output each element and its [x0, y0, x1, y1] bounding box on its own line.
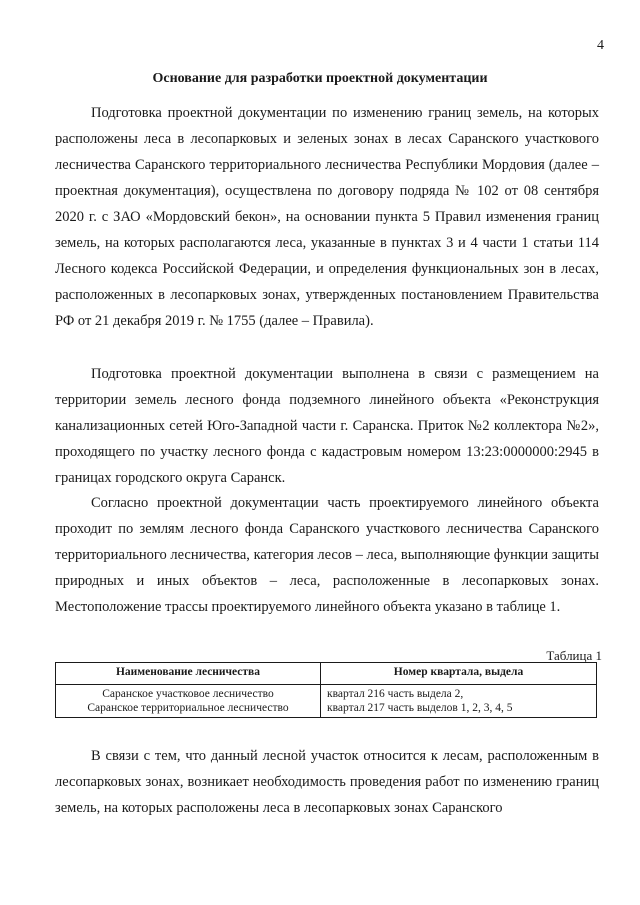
- paragraph-text: Подготовка проектной документации по изменению границ земель, на которых расположены леса в лесопарковых и зеленых зонах в лесах Саранского участкового лесничества Саранского территориального лесничества Республики Мордовия (далее – проектная документация), осуществлена по договору подряда № 102 от 08 сентября 2020 г. с ЗАО «Мордовский бекон», на основании пункта 5 Правил изменения границ земель, на которых располагаются леса, указанные в пунктах 3 и 4 части 1 статьи 114 Лесного кодекса Российской Федерации, и определения функциональных зон в лесах, расположенных в лесопарковых зонах, утвержденных постановлением Правительства РФ от 21 декабря 2019 г. № 1755 (далее – Правила).: [55, 105, 599, 329]
- paragraph-text: Подготовка проектной документации выполнена в связи с размещением на территории земель лесного фонда подземного линейного объекта «Реконструкция канализационных сетей Юго-Западной части г. Саранска. Приток №2 коллектора №2», проходящего по участку лесного фонда с кадастровым номером 13:23:0000000:2945 в границах городского округа Саранск.: [55, 366, 599, 486]
- paragraph-necessity: [55, 743, 599, 821]
- paragraph-text: В связи с тем, что данный лесной участок относится к лесам, расположенным в лесопарковых зонах, возникает необходимость проведения работ по изменению границ земель, на которых расположены леса в лесопарковых зонах Саранского: [55, 748, 599, 816]
- table-caption: Таблица 1: [546, 648, 602, 663]
- paragraph-reason: [55, 361, 599, 491]
- cell-line: Саранское территориальное лесничество: [87, 702, 289, 714]
- paragraph-route: [55, 490, 599, 620]
- table-row: [56, 685, 597, 718]
- forestry-table: [55, 662, 597, 718]
- cell-line: квартал 217 часть выделов 1, 2, 3, 4, 5: [327, 702, 513, 714]
- table-header-forestry: Наименование лесничества: [56, 663, 321, 685]
- table-cell-forestry: [56, 685, 321, 718]
- paragraph-text: Согласно проектной документации часть проектируемого линейного объекта проходит по землям лесного фонда Саранского участкового лесничества Саранского территориального лесничества, категория лесов – леса, выполняющие функции защиты природных и иных объектов – леса, расположенные в лесопарковых зонах. Местоположение трассы проектируемого линейного объекта указано в таблице 1.: [55, 495, 599, 615]
- table-header-quarter: Номер квартала, выдела: [321, 663, 597, 685]
- cell-line: Саранское участковое лесничество: [102, 688, 274, 700]
- table-header-row: [56, 663, 597, 685]
- table-cell-quarter: [321, 685, 597, 718]
- document-title: Основание для разработки проектной документации: [152, 71, 488, 86]
- cell-line: квартал 216 часть выдела 2,: [327, 688, 464, 700]
- paragraph-basis: [55, 100, 599, 334]
- page-number: 4: [597, 38, 604, 53]
